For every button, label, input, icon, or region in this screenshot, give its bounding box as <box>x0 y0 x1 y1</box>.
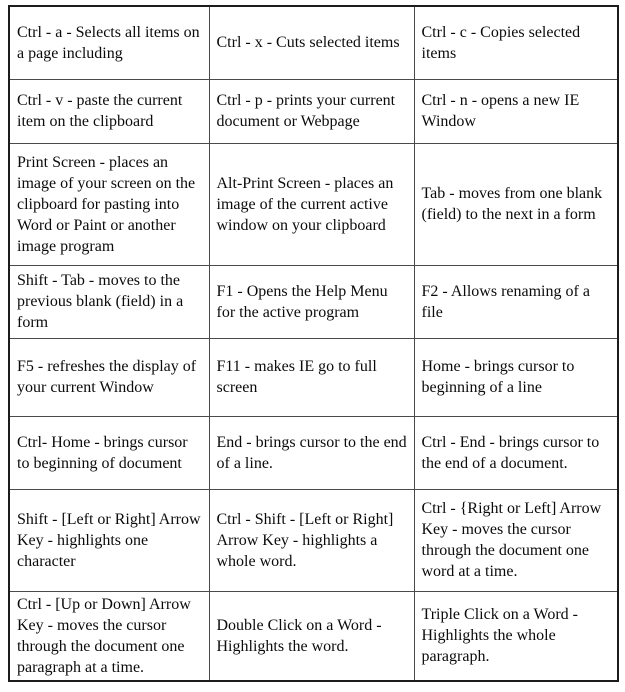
table-row <box>9 591 618 681</box>
table-cell: Ctrl - n - opens a new IE Window <box>414 79 618 143</box>
table-row <box>9 265 618 338</box>
table-cell: Ctrl - v - paste the current item on the clipboard <box>9 79 209 143</box>
table-cell: Triple Click on a Word - Highlights the whole paragraph. <box>414 591 618 681</box>
table-cell: End - brings cursor to the end of a line. <box>209 416 414 489</box>
table-row <box>9 79 618 143</box>
table-cell: Shift - [Left or Right] Arrow Key - highlights one character <box>9 489 209 591</box>
table-cell: Ctrl - x - Cuts selected items <box>209 6 414 79</box>
table-cell: Ctrl - Shift - [Left or Right] Arrow Key - highlights a whole word. <box>209 489 414 591</box>
table-cell: Ctrl - a - Selects all items on a page including <box>9 6 209 79</box>
table-cell: Ctrl - End - brings cursor to the end of a document. <box>414 416 618 489</box>
table-cell: F11 - makes IE go to full screen <box>209 338 414 416</box>
table-row <box>9 143 618 265</box>
table-cell: Print Screen - places an image of your screen on the clipboard for pasting into Word or Paint or another image program <box>9 143 209 265</box>
table-cell: Shift - Tab - moves to the previous blank (field) in a form <box>9 265 209 338</box>
table-row <box>9 338 618 416</box>
table-cell: Ctrl - p - prints your current document or Webpage <box>209 79 414 143</box>
table-cell: Tab - moves from one blank (field) to the next in a form <box>414 143 618 265</box>
table-cell: F2 - Allows renaming of a file <box>414 265 618 338</box>
table-row <box>9 489 618 591</box>
table-cell: F1 - Opens the Help Menu for the active program <box>209 265 414 338</box>
table-cell: Double Click on a Word - Highlights the word. <box>209 591 414 681</box>
table-cell: Ctrl - c - Copies selected items <box>414 6 618 79</box>
table-cell: Ctrl - [Up or Down] Arrow Key - moves the cursor through the document one paragraph at a time. <box>9 591 209 681</box>
table-cell: Ctrl- Home - brings cursor to beginning of document <box>9 416 209 489</box>
table-cell: Ctrl - {Right or Left] Arrow Key - moves the cursor through the document one word at a time. <box>414 489 618 591</box>
table-cell: Home - brings cursor to beginning of a line <box>414 338 618 416</box>
keyboard-shortcuts-table <box>8 5 619 682</box>
table-row <box>9 416 618 489</box>
table-row <box>9 6 618 79</box>
table-cell: Alt-Print Screen - places an image of the current active window on your clipboard <box>209 143 414 265</box>
table-cell: F5 - refreshes the display of your current Window <box>9 338 209 416</box>
